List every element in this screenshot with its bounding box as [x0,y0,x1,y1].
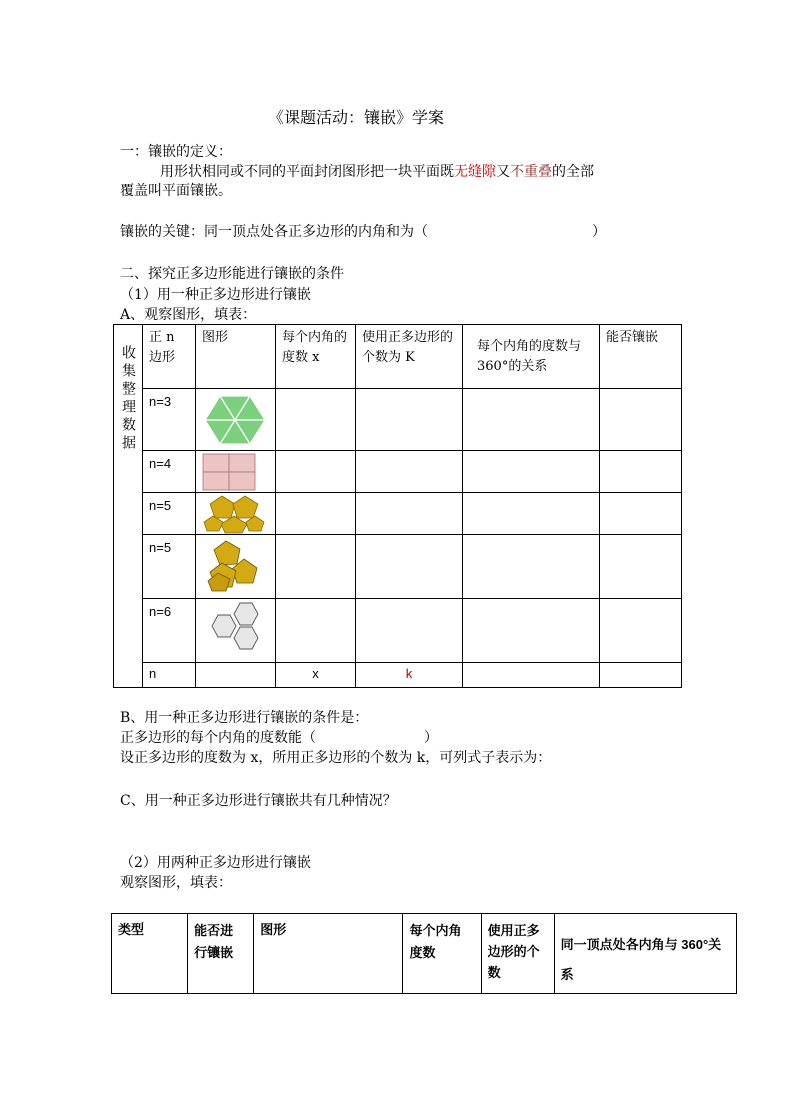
row-n-cell: n=6 [143,599,196,663]
data-table-two-polygons [111,913,737,994]
row-n-cell: n=5 [143,493,196,535]
definition-line1 [160,163,594,181]
section1-heading: 一：镶嵌的定义： [120,144,232,160]
pentagon-gap-figure [202,494,266,534]
part-b-line2: 正多边形的每个内角的度数能（ [120,730,316,746]
k-cell: k [356,663,463,688]
hexagon-tiling-figure [202,601,264,661]
part-c-question: C、用一种正多边形进行镶嵌共有几种情况？ [120,793,397,809]
header-angle: 每个内角的度数 x [276,325,356,389]
definition-line2: 覆盖叫平面镶嵌。 [120,183,232,199]
figure-cell [196,451,276,493]
header-relation: 同一顶点处各内角与 360°关 系 [554,914,736,994]
part-a-instruction: A、观察图形，填表： [120,307,257,323]
header-can-tile: 能否镶嵌 [600,325,682,389]
hexagon-piece [234,603,258,625]
triangle-tiling-figure [202,392,268,448]
square-piece [229,472,255,490]
header-angle: 每个内角 度数 [403,914,481,994]
square-piece [229,454,255,472]
header-count: 使用正多 边形的个 数 [481,914,554,994]
side-label-cell [114,325,143,688]
header-count: 使用正多边形的个数为 K [356,325,463,389]
header-can-tile: 能否进 行镶嵌 [188,914,254,994]
header-type: 类型 [112,914,188,994]
definition-text: 用形状相同或不同的平面封闭图形把一块平面既 [160,164,454,180]
x-cell: x [276,663,356,688]
row-n-cell: n=5 [143,535,196,599]
key-question-close: ） [592,224,606,240]
data-table-one-polygon [113,324,682,688]
hexagon-piece [234,627,258,649]
subsection1-heading: （1）用一种正多边形进行镶嵌 [120,287,311,303]
page-title: 《课题活动：镶嵌》学案 [268,108,445,127]
highlight-no-overlap: 不重叠 [510,164,552,180]
side-label: 收集整理数据 [120,345,136,453]
square-piece [203,454,229,472]
figure-cell [196,535,276,599]
square-piece [203,472,229,490]
header-figure: 图形 [254,914,403,994]
header-n: 正 n 边形 [143,325,196,389]
highlight-no-gap: 无缝隙 [454,164,496,180]
row-n-cell: n [143,663,196,688]
subsection2-heading: （2）用两种正多边形进行镶嵌 [120,855,311,871]
pentagon-piece [221,516,247,533]
hexagon-piece [212,615,236,637]
figure-cell [196,389,276,451]
pentagon-overlap-figure [202,539,262,593]
figure-cell [196,599,276,663]
observe-instruction: 观察图形，填表： [120,875,232,891]
header-figure: 图形 [196,325,276,389]
part-b-line1: B、用一种正多边形进行镶嵌的条件是： [120,710,369,726]
pentagon-piece [214,541,240,565]
part-b-line3: 设正多边形的度数为 x，所用正多边形的个数为 k，可列式子表示为： [120,750,552,766]
pentagon-piece [233,496,258,518]
row-n-cell: n=3 [143,389,196,451]
pentagon-piece [210,496,235,518]
definition-text: 的全部 [552,164,594,180]
row-n-cell: n=4 [143,451,196,493]
part-b-close: ） [424,730,438,746]
key-question: 镶嵌的关键：同一顶点处各正多边形的内角和为（ [120,224,428,240]
square-tiling-figure [202,453,256,491]
definition-text: 又 [496,164,510,180]
section2-heading: 二、探究正多边形能进行镶嵌的条件 [120,266,344,282]
figure-cell [196,493,276,535]
header-relation: 每个内角的度数与 360°的关系 [463,325,600,389]
